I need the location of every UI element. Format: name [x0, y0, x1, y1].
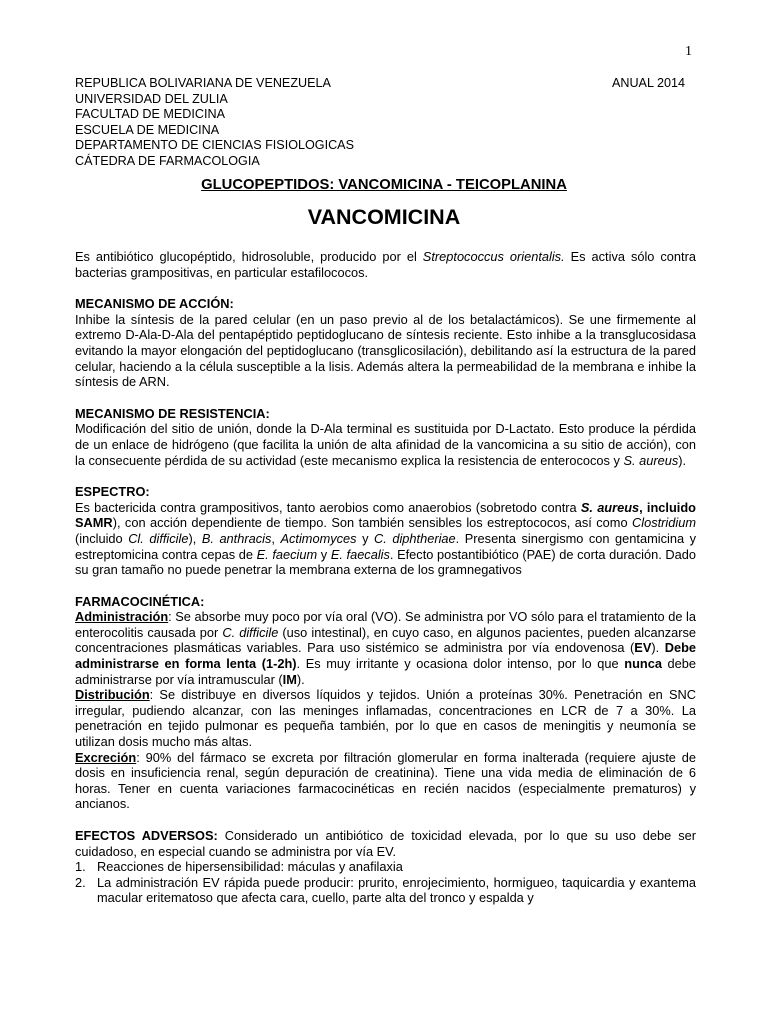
header-line: REPUBLICA BOLIVARIANA DE VENEZUELA [75, 76, 331, 90]
heading-espectro: ESPECTRO: [75, 484, 150, 500]
label-excrecion: Excreción [75, 749, 137, 765]
section-title: VANCOMICINA [307, 205, 461, 229]
list-number: 2. [75, 874, 86, 890]
bold-italic-text: S. aureus [580, 499, 640, 515]
text-run: Es bactericida contra grampositivos, tanto aerobios como anaerobios (sobretodo contra [75, 499, 581, 515]
text-run: . Presenta sinergismo con gentamicina y estreptomicina contra cepas de [75, 530, 696, 562]
list-item [75, 875, 696, 906]
text-run: debe administrarse por vía intramuscular ( [75, 656, 697, 687]
text-run: ), con acción dependiente de tiempo. Son también sensibles los estreptococos, así como [112, 515, 632, 531]
text-run: Considerado un antibiótico de toxicidad elevada, por lo que su uso debe ser cuidadoso, en especial cuando se administra por vía EV. [75, 828, 696, 859]
heading-efectos-adversos: EFECTOS ADVERSOS: [75, 828, 218, 843]
efectos-adversos-text [75, 828, 696, 859]
italic-text: B. anthracis [201, 530, 272, 546]
text-run: : Se absorbe muy poco por vía oral (VO). Se administra por VO sólo para el tratamiento de la enterocolitis causada por [75, 609, 696, 640]
institution-header [75, 76, 685, 169]
text-run: : 90% del fármaco se excreta por filtración glomerular en forma inalterada (requiere ajuste de dosis en insuficiencia renal, según depuración de creatinina). Tiene una vida media de eliminación de 6 horas. Tener en cuenta variaciones farmacocinéticas en recién nacidos (especialmente prematuros) y ancianos. [75, 749, 696, 812]
list-item-text: Reacciones de hipersensibilidad: máculas y anafilaxia [97, 859, 403, 875]
text-run: . Efecto postantibiótico (PAE) de corta duración. Dado su gran tamaño no puede penetrar la membrana externa de los gramnegativos [75, 546, 696, 578]
text-run: ), [188, 530, 202, 546]
heading-mecanismo-resistencia: MECANISMO DE RESISTENCIA: [75, 405, 270, 421]
espectro-text [75, 500, 696, 578]
text-run: y [356, 530, 375, 546]
bold-text: Debe administrarse en forma lenta (1-2h) [75, 640, 697, 672]
bold-text: EV [634, 640, 652, 656]
document-body [75, 249, 696, 906]
text-run: Modificación del sitio de unión, donde la D-Ala terminal es sustituida por D-Lactato. Esto produce la pérdida de un enlace de hidrógeno (que facilita la unión de alta afinidad de la vancomicina a su sitio de acción), con la consecuente pérdida de su actividad (este mecanismo explica la resistencia de enterococos y [75, 421, 696, 468]
italic-text: Clostridium [632, 515, 696, 531]
document-title: GLUCOPEPTIDOS: VANCOMICINA - TEICOPLANINA [201, 177, 567, 193]
list-item-text: La administración EV rápida puede producir: prurito, enrojecimiento, hormigueo, taquicardia y exantema macular eritematoso que afecta cara, cuello, parte alta del tronco y espalda y [97, 874, 696, 906]
efectos-adversos-list [75, 859, 696, 906]
header-line: DEPARTAMENTO DE CIENCIAS FISIOLOGICAS [75, 138, 354, 152]
text-run: . Es muy irritante y ocasiona dolor intenso, por lo que [296, 656, 625, 672]
text-run: y [317, 546, 331, 562]
italic-text: E. faecium [256, 546, 318, 562]
text-run: Es activa sólo contra bacterias grampositivas, en particular estafilococos. [75, 249, 696, 280]
text-run: (incluido [75, 530, 129, 546]
mecanismo-resistencia-text [75, 421, 696, 468]
italic-text: Cl. difficile [128, 530, 189, 546]
mecanismo-accion-text: Inhibe la síntesis de la pared celular (en un paso previo al de los betalactámicos). Se une firmemente al extremo D-Ala-D-Ala del pentapéptido peptidoglucano de síntesis reciente. Esto inhibe a la transglucosidasa evitando la mayor elongación del peptidoglucano (transglicosilación), debilitando así la estructura de la pared celular, haciendo a la célula susceptible a la lisis. Además altera la permeabilidad de la membrana e inhibe la síntesis de ARN. [75, 311, 696, 390]
header-year: ANUAL 2014 [611, 76, 685, 90]
text-run: : Se distribuye en diversos líquidos y tejidos. Unión a proteínas 30%. Penetración en SNC irregular, pudiendo alcanzar, con las meninges inflamadas, concentraciones en LCR de 7 a 30%. La penetración en tejido pulmonar es pequeña también, por lo que en casos de meningitis y neumonía se utilizan dosis mucho más altas. [75, 687, 696, 750]
text-run: Es antibiótico glucopéptido, hidrosoluble, producido por el [75, 249, 423, 264]
italic-text: S. aureus [623, 452, 679, 468]
heading-farmacocinetica: FARMACOCINÉTICA: [75, 593, 205, 609]
label-distribucion: Distribución [75, 687, 150, 703]
page-number: 1 [685, 44, 692, 59]
text-run: , [271, 530, 281, 546]
text-run: (uso intestinal), en cuyo caso, en algunos pacientes, pueden alcanzarse concentraciones plasmáticas variables. Para uso sistémico se administra por vía endovenosa ( [75, 624, 697, 656]
text-run: ). [296, 671, 305, 687]
heading-mecanismo-accion: MECANISMO DE ACCIÓN: [75, 296, 234, 312]
bold-text: , incluido SAMR [75, 499, 696, 531]
excrecion-text [75, 750, 696, 812]
italic-text: Streptococcus orientalis. [422, 249, 565, 264]
list-number: 1. [75, 859, 86, 875]
italic-text: E. faecalis [330, 546, 390, 562]
header-line: ESCUELA DE MEDICINA [75, 122, 220, 137]
bold-text: nunca [624, 656, 662, 672]
header-line: CÁTEDRA DE FARMACOLOGIA [75, 153, 260, 168]
italic-text: Actimomyces [280, 530, 357, 546]
list-item [75, 859, 696, 875]
intro-paragraph [75, 249, 696, 280]
header-line: FACULTAD DE MEDICINA [75, 107, 225, 121]
header-line: UNIVERSIDAD DEL ZULIA [75, 91, 228, 106]
italic-text: C. difficile [222, 624, 279, 640]
bold-text: IM [282, 671, 297, 687]
distribucion-text [75, 687, 696, 749]
italic-text: C. diphtheriae [374, 530, 456, 546]
label-administracion: Administración [75, 609, 169, 625]
text-run: ). [678, 452, 687, 468]
administracion-text [75, 609, 696, 687]
text-run: ). [651, 640, 665, 656]
